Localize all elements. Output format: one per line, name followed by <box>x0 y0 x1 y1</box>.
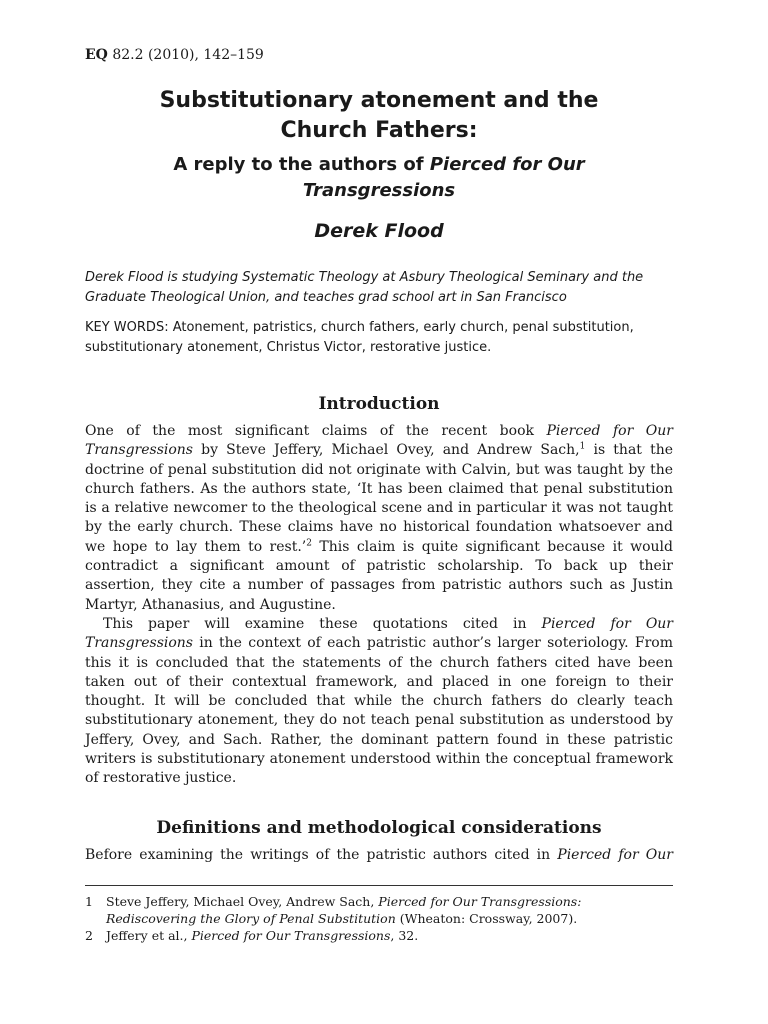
keywords <box>85 318 673 358</box>
journal-reference <box>85 47 264 63</box>
author-name: Derek Flood <box>314 220 444 242</box>
subtitle-prefix: A reply to the authors of <box>173 154 430 175</box>
bio-line-2: Graduate Theological Union, and teaches grad school art in San Francisco <box>85 290 567 305</box>
journal-abbrev: EQ <box>85 47 108 63</box>
footnote-number: 1 <box>85 894 93 909</box>
text-run: Jeffery et al., <box>106 928 192 943</box>
footnote-divider <box>85 885 673 886</box>
book-title-ref: Pierced for Our <box>557 847 673 863</box>
text-run: This claim is quite significant because it would contradict a significant amount of patristic scholarship. To back up their assertion, they cite a number of passages from patristic authors such as Justin Martyr, Athanasius, and Augustine. <box>85 538 673 613</box>
footnote-ref-1[interactable]: 1 <box>579 441 586 452</box>
title-block <box>85 86 673 244</box>
book-title-ref: Pierced for Our Transgressions <box>85 423 673 459</box>
bio-line-1: Derek Flood is studying Systematic Theology at Asbury Theological Seminary and the <box>85 270 644 285</box>
paper-title <box>85 86 673 146</box>
author-bio <box>85 268 673 308</box>
intro-paragraph-1 <box>85 422 673 615</box>
text-run: , 32. <box>390 928 419 943</box>
intro-paragraph-2 <box>85 615 673 789</box>
definitions-paragraph-1 <box>85 846 673 865</box>
book-title-ref: Pierced for Our Transgressions: Rediscovering the Glory of Penal Substitution <box>106 894 582 926</box>
footnote-number: 2 <box>85 928 93 943</box>
introduction-body <box>85 422 673 789</box>
subtitle-book-2: Transgressions <box>302 180 456 201</box>
title-line-2: Church Fathers: <box>280 118 478 143</box>
text-run: One of the most significant claims of the recent book <box>85 423 547 439</box>
text-run: in the context of each patristic author’s larger soteriology. From this it is concluded that the statements of the church fathers cited have been taken out of their contextual framework, and placed in one foreign to their thought. It will be concluded that while the church fathers do clearly teach substitutionary atonement, they do not teach penal substitution as understood by Jeffery, Ovey, and Sach. Rather, the dominant pattern found in these patristic writers is substitutionary atonement understood within the conceptual framework of restorative justice. <box>85 635 673 787</box>
text-run: This paper will examine these quotations cited in <box>103 615 542 632</box>
footnote-1 <box>85 893 673 927</box>
introduction-heading: Introduction <box>318 394 440 414</box>
journal-issue: 82.2 (2010), 142–159 <box>107 47 264 63</box>
paper-subtitle <box>85 152 673 204</box>
book-title-ref: Pierced for Our Transgressions <box>85 615 673 652</box>
footnotes <box>85 893 673 944</box>
title-line-1: Substitutionary atonement and the <box>159 88 599 113</box>
definitions-heading: Definitions and methodological considerations <box>156 818 602 838</box>
keywords-line-2: substitutionary atonement, Christus Victor, restorative justice. <box>85 340 492 355</box>
keywords-line-1: KEY WORDS: Atonement, patristics, church fathers, early church, penal substitution, <box>85 320 634 335</box>
footnote-2 <box>85 927 673 944</box>
book-title-ref: Pierced for Our Transgressions <box>191 928 391 943</box>
text-run: (Wheaton: Crossway, 2007). <box>395 911 578 926</box>
text-run: is that the doctrine of penal substitution did not originate with Calvin, but was taught by the church fathers. As the authors state, ‘It has been claimed that penal substitution is a relative newcomer to the theological scene and in particular it was not taught by the early church. These claims have no historical foundation whatsoever and we hope to lay them to rest.’ <box>85 442 673 555</box>
footnote-ref-2[interactable]: 2 <box>306 538 312 549</box>
text-run: Steve Jeffery, Michael Ovey, Andrew Sach, <box>106 894 379 909</box>
subtitle-book-1: Pierced for Our <box>429 154 585 175</box>
text-run: by Steve Jeffery, Michael Ovey, and Andrew Sach, <box>193 442 580 459</box>
text-run: Before examining the writings of the patristic authors cited in <box>85 847 558 863</box>
